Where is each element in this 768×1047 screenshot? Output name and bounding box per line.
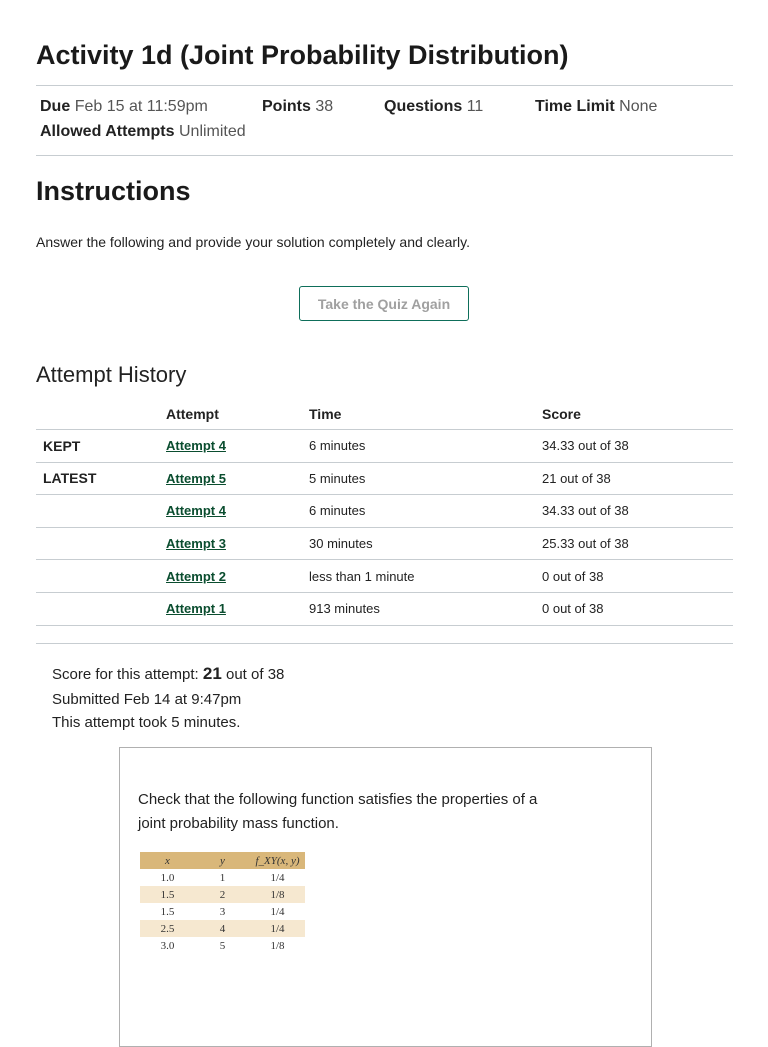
pmf-cell: 1/8 — [270, 939, 285, 952]
attempt-score: 0 out of 38 — [542, 592, 733, 625]
pmf-row — [140, 920, 305, 937]
pmf-row — [140, 869, 305, 886]
score-prefix: Score for this attempt: — [52, 666, 199, 683]
attempt-score: 34.33 out of 38 — [542, 430, 733, 463]
questions-info — [384, 98, 483, 116]
pmf-row — [140, 886, 305, 903]
due-label: Due — [40, 98, 71, 115]
pmf-row — [140, 937, 305, 954]
pmf-cell: 3.0 — [160, 939, 175, 952]
column-header-score: Score — [542, 398, 733, 430]
instructions-text: Answer the following and provide your solution completely and clearly. — [36, 234, 470, 250]
pmf-cell: 1/4 — [270, 905, 285, 918]
pmf-cell: 1 — [219, 871, 226, 884]
attempt-tag: LATEST — [36, 462, 166, 495]
attempt-link[interactable]: Attempt 4 — [166, 503, 226, 519]
pmf-header-row — [140, 852, 305, 869]
time-limit-info — [535, 98, 657, 116]
table-row — [36, 592, 733, 625]
question-text: Check that the following function satisfies the properties of a joint probability mass function. — [138, 791, 538, 832]
time-limit-value: None — [619, 98, 658, 115]
pmf-cell: 1.5 — [160, 905, 175, 918]
time-limit-label: Time Limit — [535, 98, 615, 115]
table-header-row — [36, 398, 733, 430]
attempt-score: 0 out of 38 — [542, 560, 733, 593]
attempt-link[interactable]: Attempt 3 — [166, 536, 226, 552]
allowed-attempts-info — [40, 123, 246, 141]
take-quiz-again-button[interactable]: Take the Quiz Again — [299, 286, 469, 321]
attempt-score: 21 out of 38 — [542, 462, 733, 495]
pmf-cell: 3 — [219, 905, 226, 918]
attempt-link[interactable]: Attempt 5 — [166, 470, 226, 486]
due-value: Feb 15 at 11:59pm — [74, 98, 208, 115]
pmf-cell: 4 — [195, 920, 250, 937]
pmf-header-y: y — [195, 852, 250, 869]
pmf-row — [140, 903, 305, 920]
attempt-tag — [36, 495, 166, 528]
pmf-header-x: x — [140, 852, 195, 869]
attempt-history-table — [36, 398, 733, 626]
score-suffix: out of 38 — [226, 666, 285, 683]
attempt-time: less than 1 minute — [309, 560, 542, 593]
column-header — [36, 398, 166, 430]
questions-value: 11 — [466, 98, 484, 115]
allowed-attempts-label: Allowed Attempts — [40, 123, 175, 140]
points-value: 38 — [315, 98, 334, 115]
points-info — [262, 98, 333, 116]
table-row — [36, 560, 733, 593]
attempt-tag: KEPT — [36, 430, 166, 463]
pmf-cell: 1/4 — [270, 871, 285, 884]
pmf-table — [140, 852, 305, 954]
table-row — [36, 495, 733, 528]
attempt-tag — [36, 560, 166, 593]
attempt-tag — [36, 527, 166, 560]
attempt-link[interactable]: Attempt 2 — [166, 568, 226, 584]
attempt-link[interactable]: Attempt 1 — [166, 601, 226, 617]
attempt-time: 913 minutes — [309, 592, 542, 625]
attempt-time: 6 minutes — [309, 495, 542, 528]
divider — [36, 85, 733, 86]
attempt-tag — [36, 592, 166, 625]
attempt-score: 25.33 out of 38 — [542, 527, 733, 560]
attempt-time: 30 minutes — [309, 527, 542, 560]
divider — [36, 643, 733, 644]
pmf-cell: 1/8 — [250, 886, 305, 903]
pmf-header-f: f_XY(x, y) — [250, 852, 305, 869]
pmf-cell: 1.5 — [140, 886, 195, 903]
questions-label: Questions — [384, 98, 463, 115]
pmf-cell: 1/4 — [250, 920, 305, 937]
pmf-cell: 5 — [219, 939, 226, 952]
pmf-cell: 1.0 — [160, 871, 175, 884]
attempt-history-heading: Attempt History — [36, 362, 187, 387]
attempt-time: 6 minutes — [309, 430, 542, 463]
attempt-time: 5 minutes — [309, 462, 542, 495]
column-header-attempt: Attempt — [166, 398, 309, 430]
allowed-attempts-value: Unlimited — [178, 123, 246, 140]
page-title: Activity 1d (Joint Probability Distribution) — [36, 40, 569, 70]
attempt-score-line — [52, 664, 284, 684]
divider — [36, 155, 733, 156]
attempt-duration: This attempt took 5 minutes. — [52, 714, 241, 731]
table-row — [36, 527, 733, 560]
attempt-link[interactable]: Attempt 4 — [166, 438, 226, 454]
question-box — [119, 747, 652, 1047]
score-value: 21 — [202, 664, 222, 683]
table-row — [36, 430, 733, 463]
points-label: Points — [262, 98, 311, 115]
attempt-score: 34.33 out of 38 — [542, 495, 733, 528]
instructions-heading: Instructions — [36, 176, 191, 206]
pmf-cell: 2.5 — [140, 920, 195, 937]
submitted-time: Submitted Feb 14 at 9:47pm — [52, 691, 242, 708]
due-info — [40, 98, 208, 116]
column-header-time: Time — [309, 398, 542, 430]
table-row — [36, 462, 733, 495]
pmf-cell: 2 — [195, 886, 250, 903]
